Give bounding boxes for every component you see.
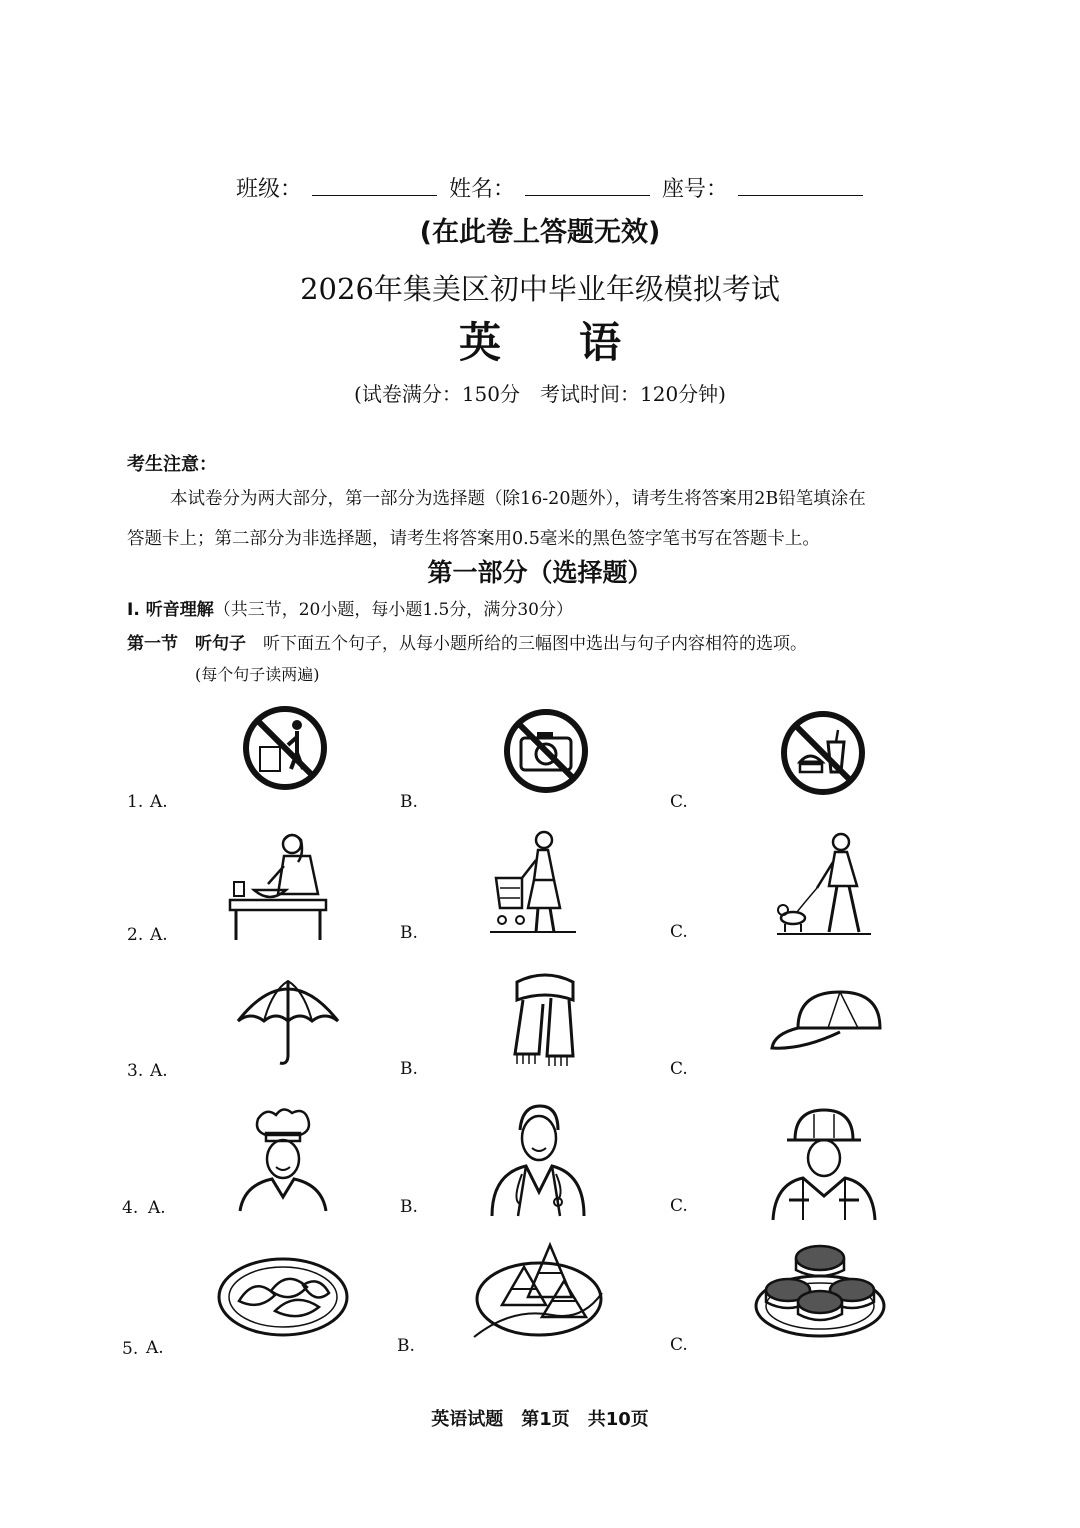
no-photography-icon[interactable] [503, 708, 589, 794]
exam-title: 2026年集美区初中毕业年级模拟考试 [300, 272, 780, 306]
question-number: 5. [122, 1339, 139, 1359]
option-label: C. [670, 1059, 688, 1079]
section-1-heading [127, 629, 807, 654]
seat-blank[interactable] [738, 173, 863, 196]
option-label: C. [670, 1196, 688, 1216]
option-label: A. [146, 1338, 164, 1358]
part1-title: 第一部分（选择题） [427, 558, 653, 587]
class-label: 班级： [236, 177, 303, 202]
notice-line-1: 本试卷分为两大部分，第一部分为选择题（除16-20题外），请考生将答案用2B铅笔填涂在 [170, 489, 866, 509]
option-label: B. [400, 792, 418, 812]
option-label: A. [150, 925, 168, 945]
scarf-icon[interactable] [503, 970, 587, 1068]
student-info-line [236, 172, 875, 203]
notice-line-2: 答题卡上；第二部分为非选择题，请考生将答案用0.5毫米的黑色签字笔书写在答题卡上。 [127, 529, 820, 549]
page-footer: 英语试题 第1页 共10页 [431, 1409, 649, 1430]
subject-char-1: 英 [458, 318, 501, 367]
woman-walking-dog-icon[interactable] [775, 830, 873, 938]
no-food-drink-icon[interactable] [780, 710, 866, 796]
question-number: 3. [127, 1061, 144, 1081]
option-label: A. [150, 792, 168, 812]
section-i-desc: （共三节，20小题，每小题1.5分，满分30分） [213, 600, 574, 620]
question-number: 2. [127, 925, 144, 945]
woman-shopping-cart-icon[interactable] [488, 828, 578, 938]
no-littering-icon[interactable] [242, 705, 328, 791]
name-blank[interactable] [525, 173, 650, 196]
umbrella-icon[interactable] [234, 975, 342, 1067]
class-blank[interactable] [312, 173, 437, 196]
subject-title [0, 310, 1080, 370]
seat-label: 座号： [662, 177, 729, 202]
option-label: C. [670, 1335, 688, 1355]
question-number: 4. [122, 1198, 139, 1218]
dumplings-icon[interactable] [215, 1255, 351, 1339]
option-label: B. [400, 923, 418, 943]
question-number: 1. [127, 792, 144, 812]
section-1-note: (每个句子读两遍) [195, 665, 320, 684]
score-time: (试卷满分：150分 考试时间：120分钟) [354, 382, 726, 406]
option-label: A. [150, 1061, 168, 1081]
firefighter-icon[interactable] [769, 1106, 879, 1222]
zongzi-icon[interactable] [472, 1237, 606, 1345]
option-label: C. [670, 922, 688, 942]
option-label: C. [670, 792, 688, 812]
section-i-heading [127, 595, 573, 620]
woman-cooking-icon[interactable] [222, 828, 330, 943]
section-1-title: 第一节 听句子 [127, 634, 246, 654]
section-1-desc: 听下面五个句子，从每小题所给的三幅图中选出与句子内容相符的选项。 [263, 634, 807, 654]
option-label: B. [400, 1059, 418, 1079]
doctor-icon[interactable] [488, 1100, 588, 1218]
option-label: A. [148, 1198, 166, 1218]
section-i-title: I. 听音理解 [127, 600, 214, 620]
name-label: 姓名： [449, 177, 516, 202]
chef-icon[interactable] [236, 1105, 330, 1213]
notice-title: 考生注意： [127, 454, 217, 475]
mooncakes-icon[interactable] [752, 1240, 888, 1340]
option-label: B. [400, 1197, 418, 1217]
subject-char-2: 语 [579, 318, 622, 367]
cap-icon[interactable] [768, 988, 886, 1054]
invalid-notice: (在此卷上答题无效) [419, 217, 661, 248]
option-label: B. [397, 1336, 415, 1356]
